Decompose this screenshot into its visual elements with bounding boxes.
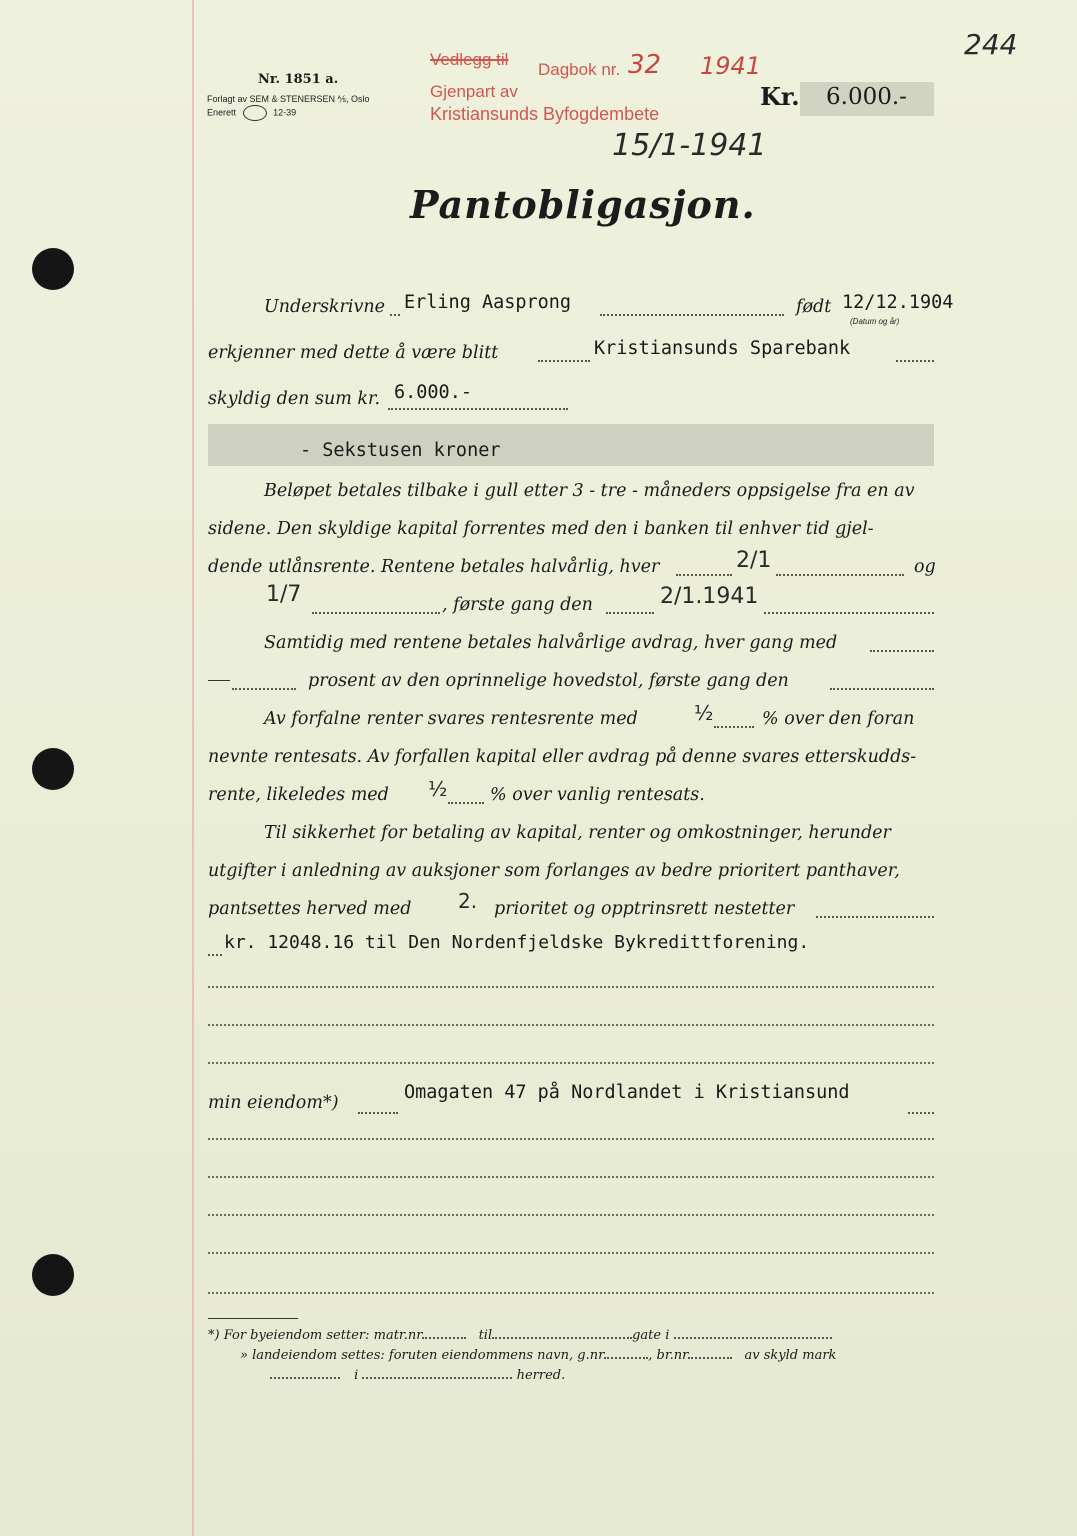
footnote-l1a: *) For byeiendom setter: matr.nr [208, 1328, 423, 1343]
footnote-line3 [270, 1366, 565, 1385]
amount-in-words: - Sekstusen kroner [300, 440, 501, 461]
footnote-l2c: av skyld mark [744, 1348, 837, 1363]
birth-date: 12/12.1904 [842, 292, 954, 313]
p4-line3-text: pantsettes herved med [208, 899, 412, 919]
footnote-l3a: i [354, 1368, 359, 1383]
dagbok-number: 32 [628, 50, 662, 80]
debtor-name: Erling Aasprong [404, 292, 572, 313]
margin-rule [192, 0, 194, 1536]
document-title: Pantobligasjon. [410, 182, 756, 227]
punch-hole-top [32, 248, 74, 290]
publisher-info [207, 94, 397, 121]
p4-line2: utgifter i anledning av auksjoner som forlanges av bedre prioritert panthaver, [208, 861, 900, 881]
footnote-l2b: , br.nr [648, 1348, 689, 1363]
p1-line3-og: og [914, 557, 936, 577]
fodt-label: født [796, 297, 832, 317]
publisher-date: 12-39 [273, 107, 297, 118]
p1-line2: sidene. Den skyldige kapital forrentes med den i banken til enhver tid gjel- [208, 519, 874, 539]
publisher-line1: Forlagt av SEM & STENERSEN ⅍, Oslo [207, 94, 370, 104]
p4-line1: Til sikkerhet for betaling av kapital, renter og omkostninger, herunder [264, 823, 891, 843]
footnote-line1 [208, 1326, 832, 1345]
footnote-l1c: gate i [632, 1328, 670, 1343]
p2-line1-text: Samtidig med rentene betales halvårlige avdrag, hver gang med [264, 633, 838, 653]
stamp-gjenpart: Gjenpart av [430, 82, 518, 101]
fodt-hint: (Datum og år) [850, 317, 900, 326]
p3-line1-end: % over den foran [762, 709, 915, 729]
footnote-l2a: » landeiendom settes: foruten eiendommens navn, g.nr [240, 1348, 605, 1363]
creditor-name: Kristiansunds Sparebank [594, 338, 851, 359]
p1-line4-text: , første gang den [442, 595, 593, 615]
footnote-line2 [240, 1346, 836, 1365]
stamp-vedlegg: Vedlegg til [430, 50, 509, 69]
footnote-rule [208, 1318, 298, 1319]
stamp-office: Kristiansunds Byfogdembete [430, 104, 660, 124]
first-interest-date: 2/1.1941 [660, 584, 759, 609]
footnote-l3b: herred. [516, 1368, 566, 1383]
punch-hole-bottom [32, 1254, 74, 1296]
erkjenner-label: erkjenner med dette å være blitt [208, 343, 499, 363]
eiendom-label: min eiendom*) [208, 1093, 339, 1113]
kr-amount: 6.000.- [826, 84, 907, 110]
form-number: Nr. 1851 a. [258, 72, 339, 87]
blank-line-8 [208, 1292, 934, 1294]
p1-line1: Beløpet betales tilbake i gull etter 3 - tre - måneders oppsigelse fra en av [264, 481, 915, 501]
footnote-l1b: til [478, 1328, 493, 1343]
p4-line3-end: prioritet og opptrinsrett nestetter [494, 899, 795, 919]
blank-line-7 [208, 1252, 934, 1254]
p1-line3-text: dende utlånsrente. Rentene betales halvårlig, hver [208, 557, 660, 577]
penalty-rate: ½ [694, 701, 714, 725]
skyldig-amount: 6.000.- [394, 382, 472, 403]
interest-date-2: 1/7 [266, 582, 302, 607]
p3-line3-end: % over vanlig rentesats. [490, 785, 705, 805]
interest-date-1: 2/1 [736, 548, 772, 573]
p3-line3-text: rente, likeledes med [208, 785, 389, 805]
punch-hole-middle [32, 748, 74, 790]
overdue-rate: ½ [428, 777, 448, 801]
blank-line-1 [208, 986, 934, 988]
p3-line1-text: Av forfalne renter svares rentesrente med [264, 709, 638, 729]
blank-line-3 [208, 1062, 934, 1064]
p3-line2: nevnte rentesats. Av forfallen kapital eller avdrag på denne svares etterskudds- [208, 747, 917, 767]
stamp-dagbok-label: Dagbok nr. [538, 60, 621, 79]
blank-line-5 [208, 1176, 934, 1178]
p2-line2-text: prosent av den oprinnelige hovedstol, første gang den [308, 671, 789, 691]
blank-line-6 [208, 1214, 934, 1216]
undersk-label: Underskrivne [264, 297, 386, 317]
skyldig-label: skyldig den sum kr. [208, 389, 381, 409]
priority-number: 2. [458, 889, 478, 913]
blank-line-4 [208, 1138, 934, 1140]
publisher-line2: Enerett [207, 107, 237, 118]
dagbok-year: 1941 [700, 52, 762, 80]
handwritten-date: 15/1-1941 [612, 128, 767, 163]
publisher-logo [243, 105, 267, 121]
blank-line-2 [208, 1024, 934, 1026]
kr-label: Kr. [760, 82, 800, 111]
property-address: Omagaten 47 på Nordlandet i Kristiansund [404, 1082, 850, 1103]
page-number: 244 [964, 28, 1018, 61]
prior-claim: kr. 12048.16 til Den Nordenfjeldske Bykredittforening. [224, 932, 810, 953]
